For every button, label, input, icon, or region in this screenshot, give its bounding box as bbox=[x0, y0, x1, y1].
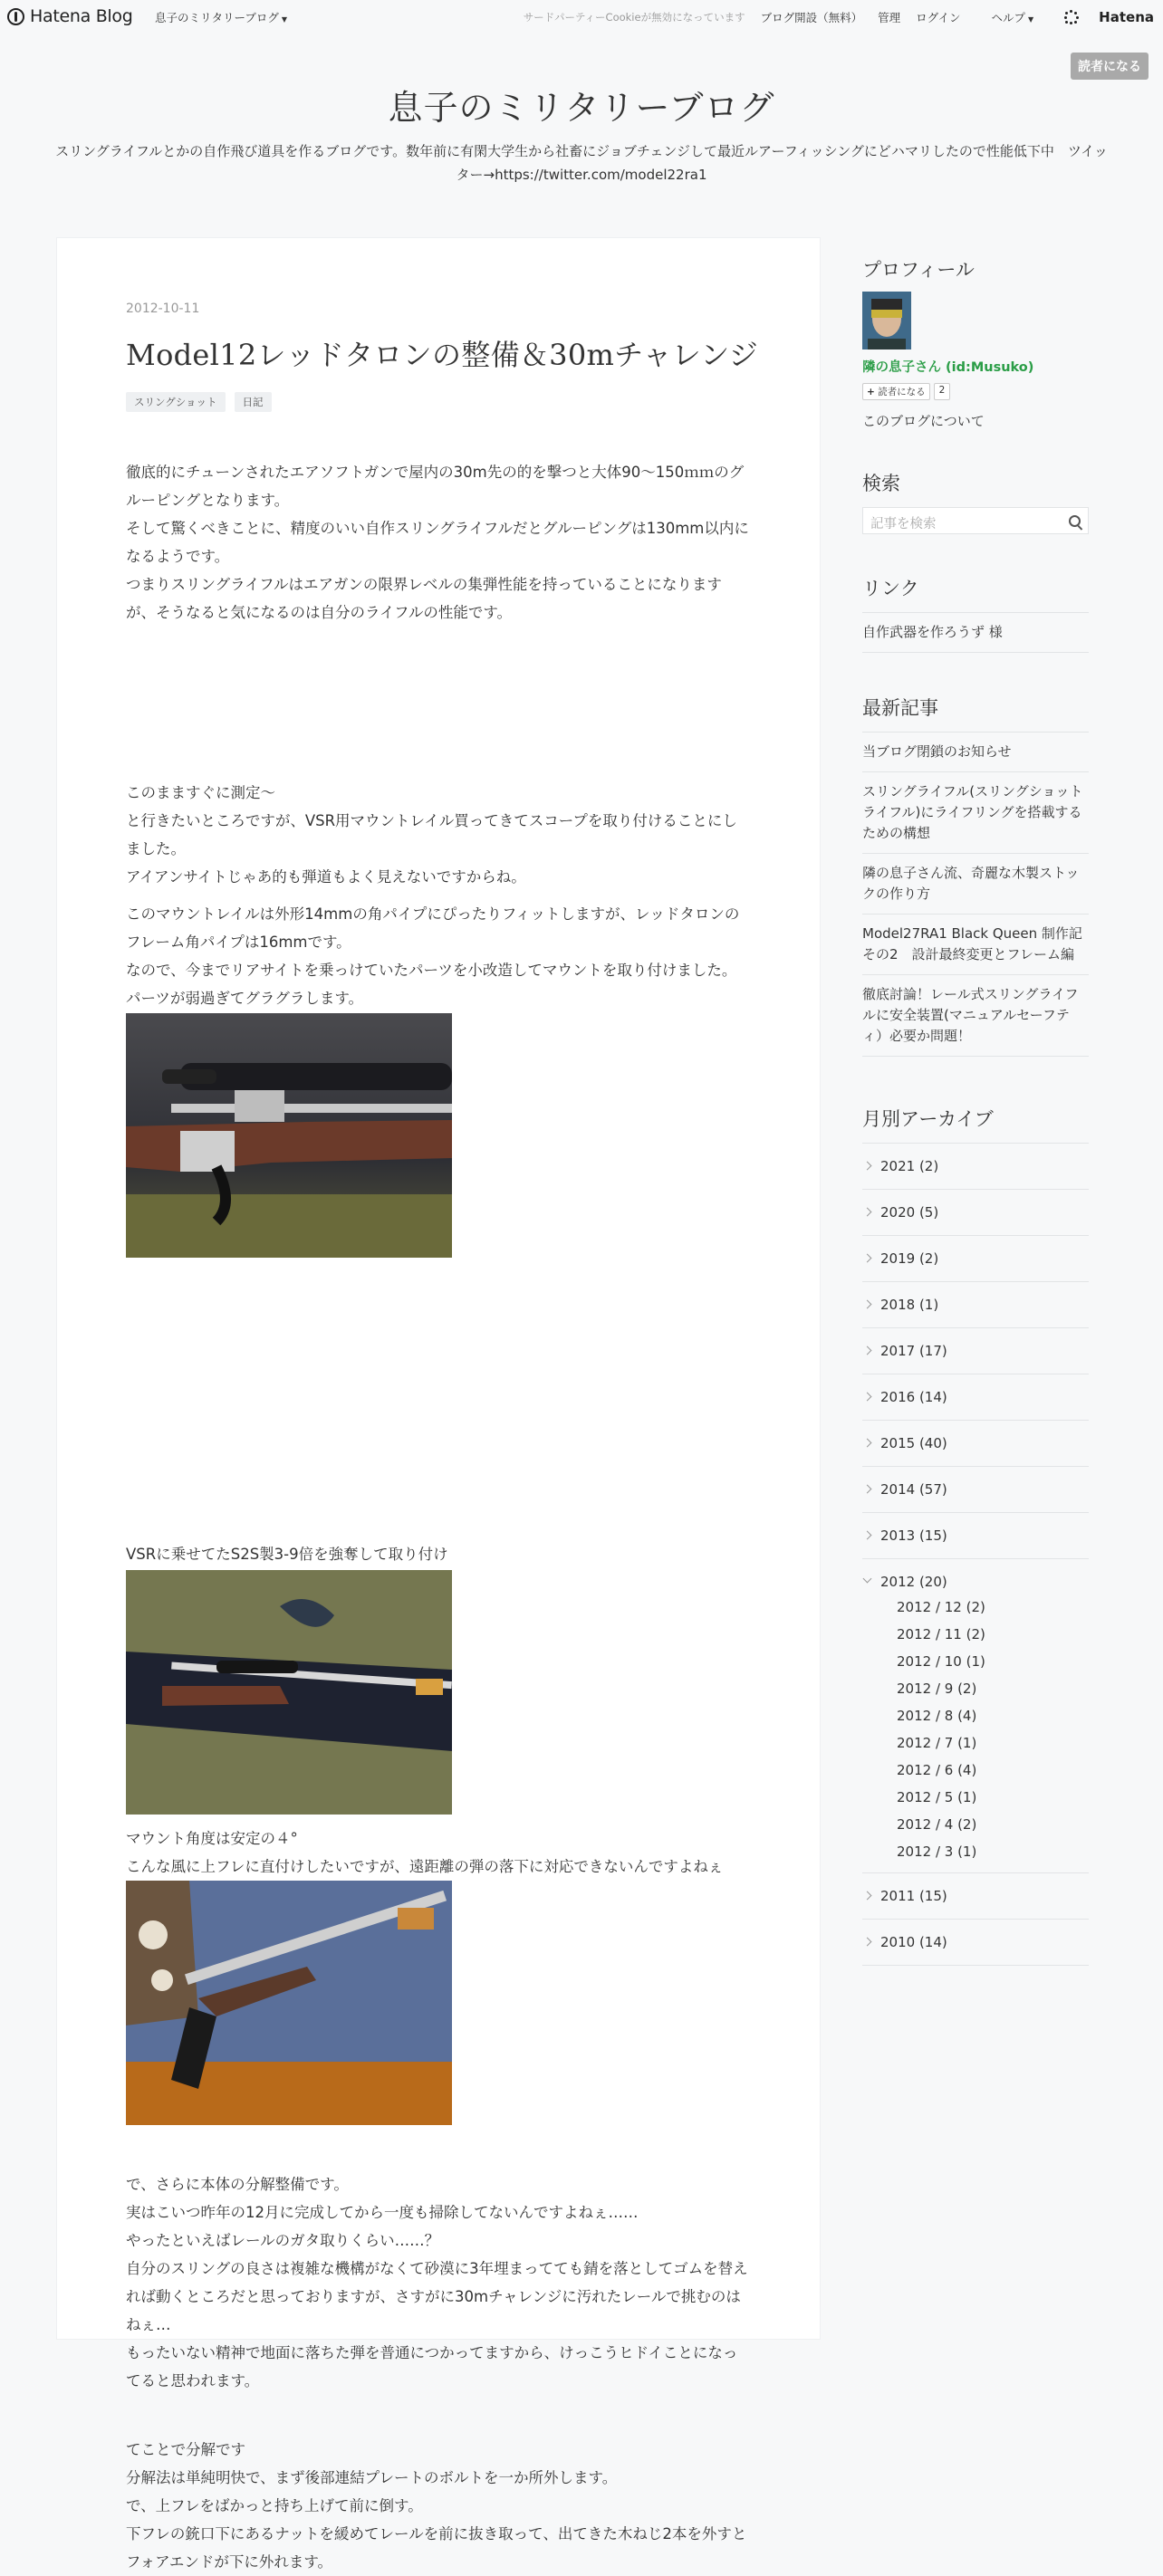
about-blog-link[interactable]: このブログについて bbox=[862, 413, 985, 429]
hatena-blog-logo-icon bbox=[7, 8, 24, 25]
profile-title: プロフィール bbox=[862, 259, 975, 281]
photo-rifle-on-cushion[interactable] bbox=[126, 1881, 452, 2125]
entry-paragraph: このマウントレイルは外形14mmの角パイプにぴったりフィットしますが、レッドタロンのフレーム角パイプは16mmです。 なので、今までリアサイトを乗っけていたパーツを小改造してマウントを取り付けました。パーツが弱過ぎてグラグラします。 bbox=[126, 905, 740, 1007]
link-item[interactable]: 自作武器を作ろうず 様 bbox=[862, 612, 1089, 653]
profile-avatar-image bbox=[862, 292, 911, 350]
archive-months bbox=[862, 1594, 1089, 1865]
archive-month[interactable]: 2012 / 7 (1) bbox=[897, 1735, 977, 1751]
archive-year[interactable] bbox=[862, 1327, 1089, 1374]
archive-year[interactable] bbox=[862, 1872, 1089, 1919]
category-tag[interactable]: スリングショット bbox=[126, 392, 226, 412]
archive-year[interactable] bbox=[862, 1420, 1089, 1466]
search-input[interactable] bbox=[862, 507, 1089, 534]
hatena-label: Hatena bbox=[1099, 9, 1154, 25]
archive-year-expanded[interactable] bbox=[862, 1558, 1089, 1872]
hatena-menu[interactable] bbox=[1049, 9, 1154, 25]
archive-year-label: 2014 (57) bbox=[880, 1481, 947, 1498]
entry-title[interactable]: Model12レッドタロンの整備＆30mチャレンジ bbox=[126, 338, 759, 372]
archive-year-label: 2011 (15) bbox=[880, 1888, 947, 1904]
entry-article bbox=[56, 237, 821, 2571]
entry-categories bbox=[126, 392, 272, 412]
photo-scope-mounted[interactable] bbox=[126, 1013, 452, 1258]
caret-down-icon: ▼ bbox=[1028, 15, 1034, 24]
archive-month[interactable]: 2012 / 4 (2) bbox=[897, 1816, 977, 1833]
recent-item[interactable]: Model27RA1 Black Queen 制作記 その2 設計最終変更とフレーム編 bbox=[862, 914, 1089, 974]
entry-date[interactable]: 2012-10-11 bbox=[126, 302, 200, 316]
chevron-right-icon bbox=[863, 1393, 872, 1402]
chevron-right-icon bbox=[863, 1300, 872, 1309]
entry-paragraph: このまますぐに測定〜 と行きたいところですが、VSR用マウントレイル買ってきてスコープを取り付けることにしました。 アイアンサイトじゃあ的も弾道もよく見えないですからね。 bbox=[126, 784, 737, 886]
blog-description: スリングライフルとかの自作飛び道具を作るブログです。数年前に有閑大学生から社畜にジョブチェンジして最近ルアーフィッシングにどハマリしたので性能低下中 ツイッター→https://twitter.com/model22ra1 bbox=[55, 143, 1108, 183]
archive-year-label: 2020 (5) bbox=[880, 1204, 939, 1221]
archive-list bbox=[862, 1143, 1089, 1966]
archive-title: 月別アーカイブ bbox=[862, 1108, 994, 1130]
chevron-right-icon bbox=[863, 1938, 872, 1947]
archive-year[interactable] bbox=[862, 1466, 1089, 1512]
entry-paragraph: で、さらに本体の分解整備です。 実はこいつ昨年の12月に完成してから一度も掃除してないんですよねぇ…… やったといえばレールのガタ取りくらい……？ 自分のスリングの良さは複雑な機構がなくて砂漠に3年埋まってても錆を落としてゴムを替えれば動くところだと思っておりますが、さすがに30mチャレンジに汚れたレールで挑むのはねぇ… もったいない精神で地面に落ちた弾を普通につかってますから、けっこうヒドイことになってると思われます。 bbox=[126, 2176, 748, 2389]
admin-link[interactable]: 管理 bbox=[878, 11, 901, 24]
entry-paragraph: マウント角度は安定の４° こんな風に上フレに直付けしたいですが、遠距離の弾の落下に対応できないんですよねぇ bbox=[126, 1830, 724, 1875]
blog-menu-dropdown[interactable] bbox=[155, 9, 287, 25]
help-menu[interactable] bbox=[976, 9, 1034, 25]
chevron-right-icon bbox=[863, 1531, 872, 1540]
caret-down-icon: ▼ bbox=[281, 15, 288, 24]
blog-menu-label: 息子のミリタリーブログ bbox=[155, 11, 279, 24]
open-blog-link[interactable]: ブログ開設（無料） bbox=[760, 11, 863, 24]
profile-subscribe-button[interactable] bbox=[862, 383, 930, 400]
profile-avatar[interactable] bbox=[862, 292, 911, 350]
archive-year-label: 2017 (17) bbox=[880, 1343, 947, 1359]
chevron-right-icon bbox=[863, 1346, 872, 1355]
photo-rifle-on-cushion-image bbox=[126, 1881, 452, 2125]
photo-rifle-on-case[interactable] bbox=[126, 1570, 452, 1815]
hatena-dots-icon bbox=[1064, 10, 1079, 24]
archive-year-label: 2015 (40) bbox=[880, 1435, 947, 1451]
recent-item[interactable]: 徹底討論！レール式スリングライフルに安全装置(マニュアルセーフティ）必要か問題！ bbox=[862, 974, 1089, 1057]
archive-year[interactable] bbox=[862, 1235, 1089, 1281]
archive-year[interactable] bbox=[862, 1512, 1089, 1558]
recent-list bbox=[862, 732, 1089, 1057]
archive-year-label: 2013 (15) bbox=[880, 1527, 947, 1544]
archive-year[interactable] bbox=[862, 1919, 1089, 1966]
hatena-blog-logo-text: Hatena Blog bbox=[30, 6, 133, 26]
subscriber-count: 2 bbox=[934, 383, 951, 400]
chevron-right-icon bbox=[863, 1891, 872, 1901]
blog-title[interactable]: 息子のミリタリーブログ bbox=[388, 88, 775, 128]
photo-rifle-on-case-image bbox=[126, 1570, 452, 1815]
chevron-right-icon bbox=[863, 1162, 872, 1171]
profile-name[interactable]: 隣の息子さん (id:Musuko) bbox=[862, 360, 1034, 375]
chevron-right-icon bbox=[863, 1485, 872, 1494]
recent-item[interactable]: スリングライフル(スリングショットライフル)にライフリングを搭載するための構想 bbox=[862, 771, 1089, 853]
archive-year-label: 2010 (14) bbox=[880, 1934, 947, 1950]
plus-icon: + bbox=[867, 387, 875, 397]
archive-year-label: 2021 (2) bbox=[880, 1158, 939, 1174]
recent-item[interactable]: 当ブログ閉鎖のお知らせ bbox=[862, 732, 1089, 771]
archive-year[interactable] bbox=[862, 1143, 1089, 1189]
photo-scope-mounted-image bbox=[126, 1013, 452, 1258]
profile-subscribe-label: 読者になる bbox=[878, 387, 926, 397]
archive-month[interactable]: 2012 / 10 (1) bbox=[897, 1653, 985, 1670]
search-icon[interactable] bbox=[1069, 515, 1081, 527]
chevron-right-icon bbox=[863, 1439, 872, 1448]
entry-paragraph: 徹底的にチューンされたエアソフトガンで屋内の30m先の的を撃つと大体90〜150ｍｍのグルーピングとなります。 そして驚くべきことに、精度のいい自作スリングライフルだとグルーピングは130mm以内になるようです。 つまりスリングライフルはエアガンの限界レベルの集弾性能を持っていることになりますが、そうなると気になるのは自分のライフルの性能です。 bbox=[126, 464, 749, 621]
recent-title: 最新記事 bbox=[862, 697, 938, 719]
archive-month[interactable]: 2012 / 8 (4) bbox=[897, 1708, 977, 1724]
help-menu-label: ヘルプ bbox=[991, 11, 1026, 24]
archive-year[interactable] bbox=[862, 1281, 1089, 1327]
archive-year-label: 2016 (14) bbox=[880, 1389, 947, 1405]
archive-year-label: 2019 (2) bbox=[880, 1250, 939, 1267]
archive-year[interactable] bbox=[862, 1189, 1089, 1235]
chevron-right-icon bbox=[863, 1254, 872, 1263]
search-placeholder: 記事を検索 bbox=[870, 517, 937, 531]
hatena-blog-logo[interactable] bbox=[7, 6, 133, 26]
archive-year-label: 2018 (1) bbox=[880, 1297, 939, 1313]
archive-month[interactable]: 2012 / 11 (2) bbox=[897, 1626, 985, 1642]
global-header bbox=[0, 0, 1163, 33]
cookie-notice: サードパーティーCookieが無効になっています bbox=[523, 11, 745, 24]
entry-paragraph: てことで分解です 分解法は単純明快で、まず後部連結プレートのボルトを一か所外します。 で、上フレをばかっと持ち上げて前に倒す。 下フレの銃口下にあるナットを緩めてレールを前に抜き取って、出てきた木ねじ2本を外すとフォアエンドが下に外れます。 bbox=[126, 2441, 747, 2571]
login-link[interactable]: ログイン bbox=[916, 11, 961, 24]
archive-year-label: 2012 (20) bbox=[880, 1574, 947, 1590]
chevron-right-icon bbox=[863, 1208, 872, 1217]
archive-year[interactable] bbox=[862, 1374, 1089, 1420]
links-list bbox=[862, 612, 1089, 653]
archive-month[interactable]: 2012 / 5 (1) bbox=[897, 1789, 977, 1805]
recent-item[interactable]: 隣の息子さん流、奇麗な木製ストックの作り方 bbox=[862, 853, 1089, 914]
archive-month[interactable]: 2012 / 9 (2) bbox=[897, 1681, 977, 1697]
chevron-down-icon bbox=[863, 1575, 872, 1584]
category-tag[interactable]: 日記 bbox=[235, 392, 272, 412]
subscribe-button[interactable]: 読者になる bbox=[1071, 53, 1149, 80]
search-title: 検索 bbox=[862, 473, 900, 494]
entry-caption: VSRに乗せてたS2S製3-9倍を強奪して取り付け bbox=[126, 1546, 448, 1563]
archive-month[interactable]: 2012 / 3 (1) bbox=[897, 1843, 977, 1860]
archive-month[interactable]: 2012 / 6 (4) bbox=[897, 1762, 977, 1778]
profile-subscribe bbox=[862, 383, 950, 400]
archive-month[interactable]: 2012 / 12 (2) bbox=[897, 1599, 985, 1615]
links-title: リンク bbox=[862, 578, 919, 599]
